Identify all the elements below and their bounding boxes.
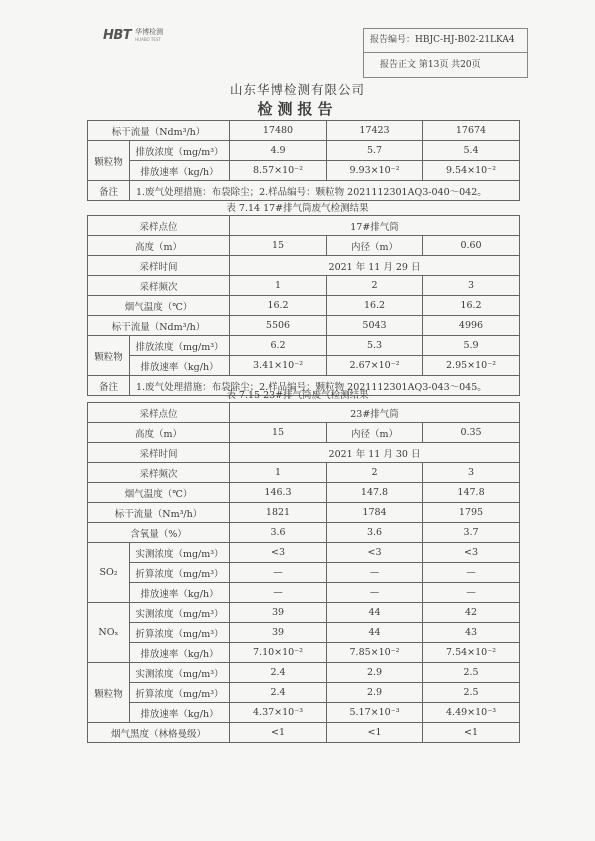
table-row <box>88 703 520 723</box>
cell: <1 <box>423 723 520 743</box>
table-row <box>88 503 520 523</box>
cell: 3.6 <box>230 523 327 543</box>
report-number: 报告编号：HBJC-HJ-B02-21LKA4 <box>364 29 527 53</box>
company-logo <box>103 28 163 43</box>
cell: — <box>230 583 327 603</box>
cell: 4.9 <box>230 141 327 161</box>
cell: 42 <box>423 603 520 623</box>
table-row <box>88 463 520 483</box>
row-label: 采样频次 <box>88 276 230 296</box>
row-label: 排放速率（kg/h） <box>130 356 230 376</box>
cell: 6.2 <box>230 336 327 356</box>
cell: 2 <box>327 463 423 483</box>
cell: 15 <box>230 423 327 443</box>
group-label: 颗粒物 <box>88 336 130 376</box>
note-label: 备注 <box>88 181 130 201</box>
cell: — <box>327 563 423 583</box>
table-row <box>88 483 520 503</box>
stack-23-results-table <box>87 402 520 743</box>
table-caption: 表 7.14 17#排气筒废气检测结果 <box>226 203 369 214</box>
cell: 7.10×10⁻² <box>230 643 327 663</box>
cell: 3.7 <box>423 523 520 543</box>
cell: 5.17×10⁻³ <box>327 703 423 723</box>
table-row <box>88 336 520 356</box>
cell: 16.2 <box>230 296 327 316</box>
cell: 5.9 <box>423 336 520 356</box>
continued-results-table <box>87 120 520 201</box>
cell: 8.57×10⁻² <box>230 161 327 181</box>
cell: 2.9 <box>327 663 423 683</box>
cell: 23#排气筒 <box>230 403 520 423</box>
cell: 5.4 <box>423 141 520 161</box>
cell: 7.54×10⁻² <box>423 643 520 663</box>
table-row <box>88 161 520 181</box>
row-label: 采样时间 <box>88 443 230 463</box>
row-label: 烟气黑度（林格曼级） <box>88 723 230 743</box>
cell: 2.9 <box>327 683 423 703</box>
table-row <box>88 543 520 563</box>
row-label: 标干流量（Ndm³/h） <box>88 121 230 141</box>
table-row <box>88 141 520 161</box>
row-label: 排放速率（kg/h） <box>130 643 230 663</box>
table-caption: 表 7.15 23#排气筒废气检测结果 <box>226 390 369 401</box>
cell: — <box>230 563 327 583</box>
cell: 17674 <box>423 121 520 141</box>
cell: 147.8 <box>423 483 520 503</box>
cell: 16.2 <box>423 296 520 316</box>
table-row <box>88 603 520 623</box>
group-label: SO₂ <box>88 543 130 603</box>
cell: 1821 <box>230 503 327 523</box>
cell: — <box>423 563 520 583</box>
cell: <3 <box>423 543 520 563</box>
cell: 16.2 <box>327 296 423 316</box>
table-row <box>88 316 520 336</box>
row-label: 含氧量（%） <box>88 523 230 543</box>
table-row <box>88 276 520 296</box>
cell: 4.37×10⁻³ <box>230 703 327 723</box>
cell: 5.3 <box>327 336 423 356</box>
row-label: 烟气温度（℃） <box>88 296 230 316</box>
row-label: 标干流量（Nm³/h） <box>88 503 230 523</box>
table-row <box>88 623 520 643</box>
row-label: 采样时间 <box>88 256 230 276</box>
cell: 44 <box>327 603 423 623</box>
cell: <1 <box>230 723 327 743</box>
cell: 39 <box>230 623 327 643</box>
table-row <box>88 296 520 316</box>
cell: 0.35 <box>423 423 520 443</box>
cell: 2 <box>327 276 423 296</box>
logo-mark: HBT <box>103 28 132 43</box>
cell: 17#排气筒 <box>230 216 520 236</box>
cell: 9.93×10⁻² <box>327 161 423 181</box>
table-row <box>88 723 520 743</box>
table-row <box>88 403 520 423</box>
report-page: 报告正文 第13页 共20页 <box>380 60 481 70</box>
cell: 44 <box>327 623 423 643</box>
cell: 2021 年 11 月 29 日 <box>230 256 520 276</box>
row-label: 折算浓度（mg/m³） <box>130 683 230 703</box>
cell: 5043 <box>327 316 423 336</box>
group-label: NOₓ <box>88 603 130 663</box>
note-label: 备注 <box>88 376 130 396</box>
cell: 43 <box>423 623 520 643</box>
cell: 2.4 <box>230 663 327 683</box>
row-label: 高度（m） <box>88 236 230 256</box>
row-label: 折算浓度（mg/m³） <box>130 563 230 583</box>
cell: 0.60 <box>423 236 520 256</box>
cell: 39 <box>230 603 327 623</box>
cell: 17423 <box>327 121 423 141</box>
cell: 2.67×10⁻² <box>327 356 423 376</box>
row-label: 排放浓度（mg/m³） <box>130 336 230 356</box>
cell: 2.95×10⁻² <box>423 356 520 376</box>
report-info-box <box>363 28 528 78</box>
row-label: 排放速率（kg/h） <box>130 583 230 603</box>
table-row <box>88 121 520 141</box>
row-label: 实测浓度（mg/m³） <box>130 663 230 683</box>
row-label: 烟气温度（℃） <box>88 483 230 503</box>
table-row <box>88 181 520 201</box>
cell: 3.6 <box>327 523 423 543</box>
cell: <3 <box>327 543 423 563</box>
group-label: 颗粒物 <box>88 141 130 181</box>
cell: 9.54×10⁻² <box>423 161 520 181</box>
table-row <box>88 423 520 443</box>
table-row <box>88 236 520 256</box>
row-label: 采样点位 <box>88 403 230 423</box>
group-label: 颗粒物 <box>88 663 130 723</box>
company-name: 山东华博检测有限公司 <box>229 82 365 97</box>
row-label: 采样频次 <box>88 463 230 483</box>
table-row <box>88 563 520 583</box>
cell: <1 <box>327 723 423 743</box>
row-label: 内径（m） <box>327 236 423 256</box>
cell: 1 <box>230 463 327 483</box>
table-row <box>88 443 520 463</box>
table-row <box>88 256 520 276</box>
logo-text <box>135 29 163 43</box>
cell: — <box>423 583 520 603</box>
cell: 7.85×10⁻² <box>327 643 423 663</box>
row-label: 高度（m） <box>88 423 230 443</box>
cell: 15 <box>230 236 327 256</box>
cell: 3.41×10⁻² <box>230 356 327 376</box>
table-row <box>88 356 520 376</box>
cell: 1 <box>230 276 327 296</box>
cell: 146.3 <box>230 483 327 503</box>
report-title: 检测报告 <box>257 100 338 118</box>
row-label: 标干流量（Ndm³/h） <box>88 316 230 336</box>
cell: 1795 <box>423 503 520 523</box>
cell: 4996 <box>423 316 520 336</box>
row-label: 内径（m） <box>327 423 423 443</box>
cell: 2021 年 11 月 30 日 <box>230 443 520 463</box>
cell: 3 <box>423 463 520 483</box>
row-label: 排放速率（kg/h） <box>130 161 230 181</box>
logo-en: HUABO TEST <box>135 36 161 42</box>
cell: 147.8 <box>327 483 423 503</box>
table-row <box>88 643 520 663</box>
cell: 17480 <box>230 121 327 141</box>
cell: 2.5 <box>423 683 520 703</box>
row-label: 折算浓度（mg/m³） <box>130 623 230 643</box>
cell: 2.5 <box>423 663 520 683</box>
cell: 2.4 <box>230 683 327 703</box>
table-row <box>88 663 520 683</box>
row-label: 实测浓度（mg/m³） <box>130 543 230 563</box>
note-text: 1.废气处理措施：布袋除尘；2.样品编号：颗粒物 2021112301AQ3-043～045。 <box>130 376 520 396</box>
row-label: 排放速率（kg/h） <box>130 703 230 723</box>
cell: 1784 <box>327 503 423 523</box>
row-label: 实测浓度（mg/m³） <box>130 603 230 623</box>
table-row <box>88 683 520 703</box>
row-label: 采样点位 <box>88 216 230 236</box>
table-row <box>88 216 520 236</box>
cell: 4.49×10⁻³ <box>423 703 520 723</box>
cell: — <box>327 583 423 603</box>
cell: 5506 <box>230 316 327 336</box>
cell: <3 <box>230 543 327 563</box>
note-text: 1.废气处理措施：布袋除尘；2.样品编号：颗粒物 2021112301AQ3-040～042。 <box>130 181 520 201</box>
cell: 3 <box>423 276 520 296</box>
row-label: 排放浓度（mg/m³） <box>130 141 230 161</box>
table-row <box>88 583 520 603</box>
stack-17-results-table <box>87 215 520 396</box>
cell: 5.7 <box>327 141 423 161</box>
table-row <box>88 523 520 543</box>
logo-cn: 华博检测 <box>135 27 164 36</box>
